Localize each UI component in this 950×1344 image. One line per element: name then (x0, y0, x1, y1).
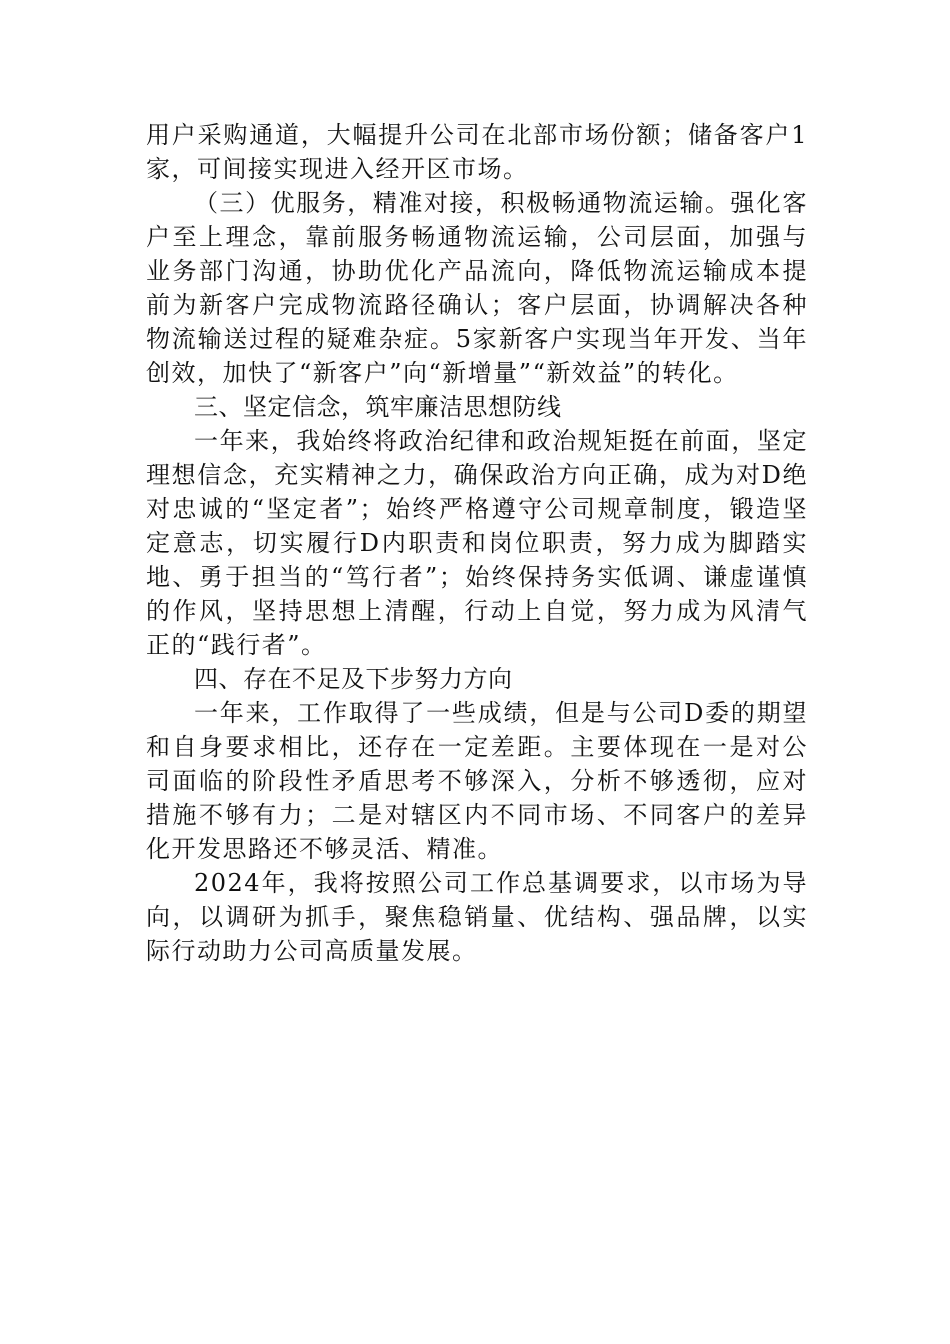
paragraph-section-4-a: 一年来，工作取得了一些成绩，但是与公司D委的期望和自身要求相比，还存在一定差距。主要体现在一是对公司面临的阶段性矛盾思考不够深入，分析不够透彻，应对措施不够有力；二是对辖区内不同市场、不同客户的差异化开发思路还不够灵活、精准。 (146, 699, 808, 863)
continued-paragraph: 用户采购通道，大幅提升公司在北部市场份额；储备客户1家，可间接实现进入经开区市场。 (146, 121, 808, 183)
item-body-text: 强化客户至上理念，靠前服务畅通物流运输，公司层面，加强与业务部门沟通，协助优化产品流向，降低物流运输成本提前为新客户完成物流路径确认；客户层面，协调解决各种物流输送过程的疑难杂症。5家新客户实现当年开发、当年创效，加快了“新客户”向“新增量”“新效益”的转化。 (146, 189, 809, 387)
paragraph-section-3: 一年来，我始终将政治纪律和政治规矩挺在前面，坚定理想信念，充实精神之力，确保政治方向正确，成为对D绝对忠诚的“坚定者”；始终严格遵守公司规章制度，锻造坚定意志，切实履行D内职责和岗位职责，努力成为脚踏实地、勇于担当的“笃行者”；始终保持务实低调、谦虚谨慎的作风，坚持思想上清醒，行动上自觉，努力成为风清气正的“践行者”。 (146, 427, 808, 659)
section-3-item-paragraph (146, 186, 808, 390)
item-lead-sentence: （三）优服务，精准对接，积极畅通物流运输。 (194, 189, 731, 217)
heading-section-4: 四、存在不足及下步努力方向 (194, 665, 513, 693)
document-body (146, 118, 808, 968)
paragraph-section-4-b: 2024年，我将按照公司工作总基调要求，以市场为导向，以调研为抓手，聚焦稳销量、优结构、强品牌，以实际行动助力公司高质量发展。 (146, 869, 808, 965)
heading-section-3: 三、坚定信念，筑牢廉洁思想防线 (194, 393, 562, 421)
